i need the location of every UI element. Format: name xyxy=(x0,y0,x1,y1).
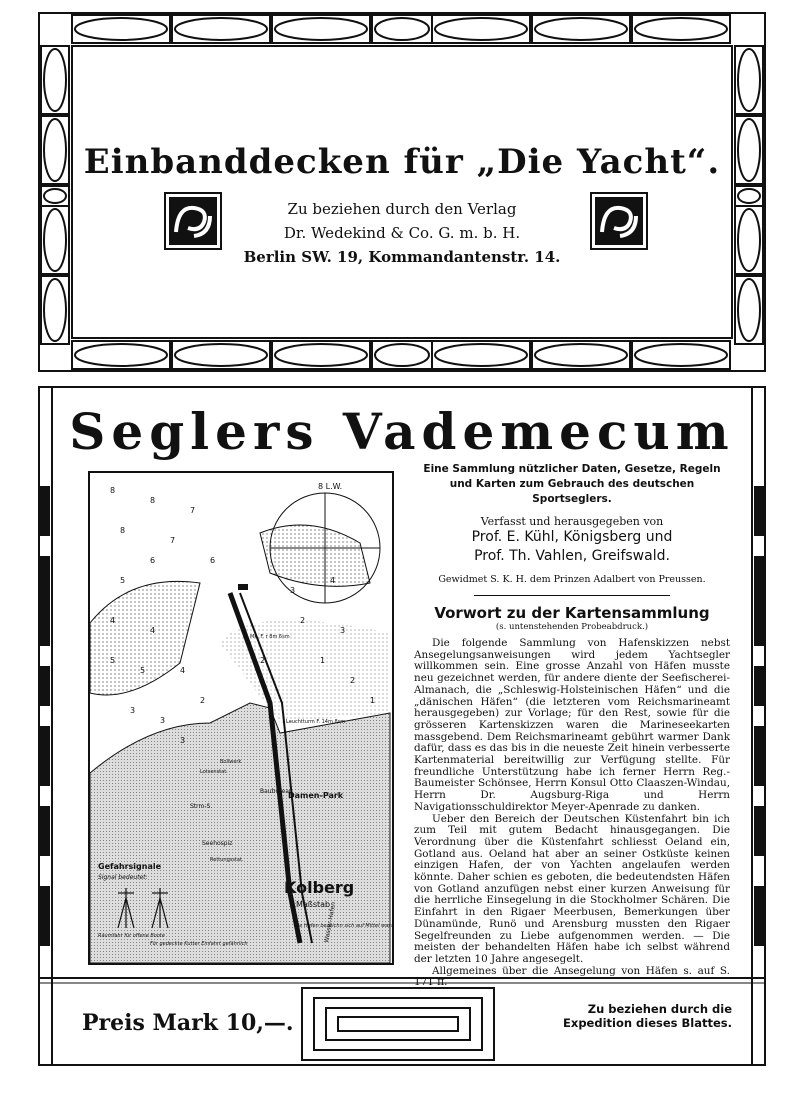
map-label-molenfeuer: Mk. F. r 8m 6sm xyxy=(250,634,290,640)
danger-signals-title: Gefahrsignale xyxy=(98,862,162,871)
depth-sounding: 5 xyxy=(120,576,126,585)
binding-cover-advertisement xyxy=(38,12,766,372)
depth-sounding: 3 xyxy=(340,626,346,635)
depth-sounding: 2 xyxy=(350,676,356,685)
depth-sounding: 2 xyxy=(300,616,306,625)
editor-1: Prof. E. Kühl, Königsberg und xyxy=(471,529,673,545)
dedication: Gewidmet S. K. H. dem Prinzen Adalbert von Preussen. xyxy=(438,574,706,585)
divider xyxy=(474,595,670,596)
map-scale-label: Maßstab xyxy=(296,900,331,909)
map-label-park: Damen-Park xyxy=(288,791,344,800)
depth-sounding: 3 xyxy=(160,716,166,725)
map-label-lotsen: Lotsenstat. xyxy=(200,769,228,775)
map-label-leuchtturm: Leuchtturm F. 14m 8sm xyxy=(286,719,346,725)
depth-sounding: 6 xyxy=(150,556,156,565)
publisher-intro: Zu beziehen durch den Verlag xyxy=(287,200,517,218)
map-label-bauburau: Baubureau xyxy=(260,788,293,795)
meander-ornament xyxy=(300,986,496,1062)
ornamental-frame xyxy=(38,12,766,372)
depth-sounding: 3 xyxy=(180,736,186,745)
order-note xyxy=(516,1002,732,1030)
depth-sounding: 4 xyxy=(330,576,336,585)
map-title: Kolberg xyxy=(284,878,355,897)
depth-sounding: 2 xyxy=(260,656,266,665)
depth-sounding: 8 xyxy=(150,496,156,505)
danger-signals-sub: Signal bedeutet: xyxy=(98,874,148,881)
depth-sounding: 8 xyxy=(120,526,126,535)
kolberg-harbour-map xyxy=(88,471,394,965)
depth-sounding: 3 xyxy=(290,586,296,595)
depth-sounding: 4 xyxy=(180,666,186,675)
publisher-address: Berlin SW. 19, Kommandantenstr. 14. xyxy=(243,248,561,266)
preface-paragraph: Ueber den Bereich der Deutschen Küstenfahrt bin ich zum Teil mit gutem Bedacht hinausgegangen. Die Verordnung über die Küstenfahrt schliesst Oeland ein, Gotland aus. Oeland hat aber an seiner Ostküste keinen einzigen Hafen, der von Yachten angelaufen werden könnte. Daher schien es geboten, die bedeutendsten Häfen von Gotland anzufügen nebst einer kurzen Anweisung für die herrliche Einsegelung in die Stockholmer Schären. Die Einfahrt in den Rigaer Meerbusen, Bemerkungen über Dünamünde, Runö und Arensburg mussten den Rigaer Segelfreunden zu Liebe aufgenommen werden. — Die meisten der behandelten Häfen habe ich selbst während der letzten 10 Jahre angesegelt. xyxy=(414,812,730,965)
preface-paragraph: Die folgende Sammlung von Hafenskizzen nebst Ansegelungsanweisungen wird jedem Yachtsegler willkommen sein. Eine grosse Anzahl von Häfen musste neu gezeichnet werden, für andere diente der Seefischerei-Almanach, die „Schleswig-Holsteinischen Häfen“ und die „dänischen Häfen“ (die letzteren vom Reichsmarineamt herausgegeben) zur Vorlage; für den Rest, sowie für die grösseren Kartenskizzen waren die Marineseekarten massgebend. Dem Reichsmarineamt gebührt warmer Dank dafür, dass es das bis in die neueste Zeit hinein verbesserte Kartenmaterial bereitwillig zur Verfügung stellte. Für freundliche Unterstützung habe ich ferner Herrn Reg.-Baumeister Schönsee, Herrn Konsul Otto Claaszen-Windau, Herrn Dr. Augsburg-Riga und Herrn Navigationsschuldirektor Meyer-Apenrade zu danken. xyxy=(414,637,730,813)
book-subtitle: Eine Sammlung nützlicher Daten, Gesetze, Regeln und Karten zum Gebrauch des deutschen Sportseglers. xyxy=(423,463,721,505)
depth-sounding: 1 xyxy=(320,656,326,665)
publisher-name: Dr. Wedekind & Co. G. m. b. H. xyxy=(283,224,521,242)
depth-sounding: 3 xyxy=(130,706,136,715)
depth-sounding: 7 xyxy=(190,506,196,515)
depth-sounding: 4 xyxy=(110,616,116,625)
book-advertisement xyxy=(38,386,766,1066)
signal-right-label: Für gedeckte Kutter Einfahrt gefährlich xyxy=(150,941,248,947)
editors-intro: Verfasst und herausgegeben von xyxy=(480,515,664,528)
depth-sounding: 7 xyxy=(170,536,176,545)
depth-sounding: 2 xyxy=(200,696,206,705)
map-label-strm: Strm-S. xyxy=(190,803,213,810)
map-note: Die Hafen bezeichn sich auf Mittel was xyxy=(294,923,391,929)
preface-paragraph: Allgemeines über die Ansegelung von Häfen s. auf S. 171 ff. xyxy=(414,964,730,989)
depth-sounding: 8 xyxy=(110,486,116,495)
preface-note: (s. untenstehenden Probeabdruck.) xyxy=(495,622,649,632)
depth-sounding: 6 xyxy=(210,556,216,565)
order-note-line-2: Expedition dieses Blattes. xyxy=(563,1016,732,1030)
depth-sounding: 5 xyxy=(140,666,146,675)
map-label-seehospiz: Seehospiz xyxy=(202,840,233,847)
binding-cover-title: Einbanddecken für „Die Yacht“. xyxy=(83,142,721,182)
book-description xyxy=(414,462,730,989)
depth-sounding: 5 xyxy=(110,656,116,665)
depth-sounding: 1 xyxy=(370,696,376,705)
map-label-wasser: Wasser-Hafen xyxy=(323,901,338,944)
depth-sounding: 4 xyxy=(150,626,156,635)
map-label-rettung: Rettungsstat. xyxy=(210,857,244,863)
editor-2: Prof. Th. Vahlen, Greifswald. xyxy=(474,548,670,564)
order-note-line-1: Zu beziehen durch die xyxy=(587,1002,732,1016)
compass-label: 8 L.W. xyxy=(318,482,343,491)
map-label-bollwerk: Bollwerk xyxy=(220,759,242,765)
preface-heading: Vorwort zu der Kartensammlung xyxy=(434,604,710,622)
signal-left-label: Räumfahr für offene Boote xyxy=(98,933,165,939)
price-label: Preis Mark 10,—. xyxy=(82,1010,294,1036)
book-title: Seglers Vademecum xyxy=(69,402,735,461)
